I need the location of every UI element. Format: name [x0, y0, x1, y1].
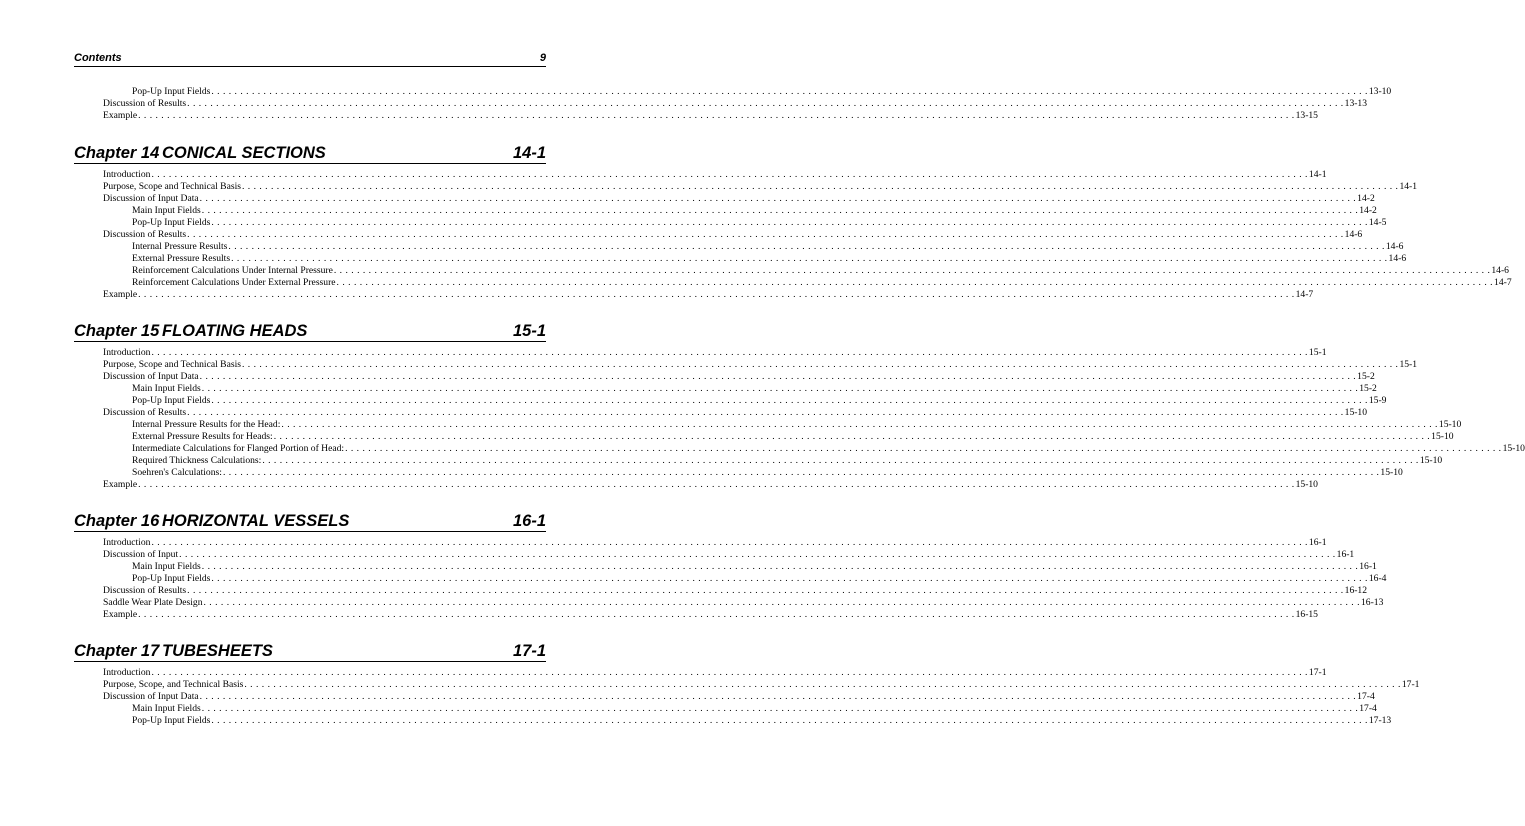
toc-entry-title: Reinforcement Calculations Under Internal Pressure [132, 265, 333, 276]
toc-entry[interactable] [103, 229, 1363, 241]
toc-entry[interactable] [103, 549, 1355, 561]
toc-entry-title: Purpose, Scope and Technical Basis [103, 181, 241, 192]
toc-entry[interactable] [103, 537, 1327, 549]
dot-leader: . . . . . . . . . . . . . . . . . . . . . . . . . . . . . . . . . . . . . . . . . . . . . . . . . . . . . . . . . . . . . . . . . . . . . . . . . . . . . . . . . . . . . . . . . . . . . . . . . . . . . . . . . . . . . . . . . . . . . . . . . . . . . . . . . . . . . . . . . . . . . . . . . . . . . . . . . . . . . . . . . . . . . . . . . . . . . . . . . . . . . . . . . . . . . . . . . . . . . . . . [151, 667, 1308, 678]
toc-entry-title: Example [103, 110, 138, 121]
chapter-number: Chapter 16 [74, 512, 160, 530]
toc-entry-page: 13-15 [1295, 110, 1318, 121]
dot-leader: . . . . . . . . . . . . . . . . . . . . . . . . . . . . . . . . . . . . . . . . . . . . . . . . . . . . . . . . . . . . . . . . . . . . . . . . . . . . . . . . . . . . . . . . . . . . . . . . . . . . . . . . . . . . . . . . . . . . . . . . . . . . . . . . . . . . . . . . . . . . . . . . . . . . . . . . . . . . . . . . . . . . . . . . . . . . . . . . . . . . . . . . . . . . . . . . . . . . . . . . [138, 289, 1295, 300]
toc-entry-title: Main Input Fields [132, 205, 201, 216]
toc-entry-title: Discussion of Input Data [103, 691, 199, 702]
toc-entry[interactable] [103, 289, 1314, 301]
dot-leader: . . . . . . . . . . . . . . . . . . . . . . . . . . . . . . . . . . . . . . . . . . . . . . . . . . . . . . . . . . . . . . . . . . . . . . . . . . . . . . . . . . . . . . . . . . . . . . . . . . . . . . . . . . . . . . . . . . . . . . . . . . . . . . . . . . . . . . . . . . . . . . . . . . . . . . . . . . . . . . . . . . . . . . . . . . . . . . . . . . . . . . . . . . . . . . . . . . . . . . . . [241, 181, 1399, 192]
toc-entry[interactable] [103, 407, 1368, 419]
toc-entry-title: Pop-Up Input Fields [132, 217, 211, 228]
toc-entry-title: Discussion of Input Data [103, 371, 199, 382]
toc-entry-title: Required Thickness Calculations: [132, 455, 262, 466]
toc-entry[interactable] [132, 241, 1404, 253]
toc-entry-page: 17-1 [1401, 679, 1420, 690]
toc-entry[interactable] [103, 597, 1384, 609]
toc-entry-page: 15-1 [1308, 347, 1327, 358]
chapter-page: 17-1 [512, 642, 546, 660]
chapter-heading[interactable] [74, 641, 546, 662]
toc-entry-page: 16-12 [1344, 585, 1368, 596]
chapter-title: TUBESHEETS [162, 642, 273, 660]
toc-entry-title: External Pressure Results [132, 253, 231, 264]
toc-entry[interactable] [103, 691, 1375, 703]
dot-leader: . . . . . . . . . . . . . . . . . . . . . . . . . . . . . . . . . . . . . . . . . . . . . . . . . . . . . . . . . . . . . . . . . . . . . . . . . . . . . . . . . . . . . . . . . . . . . . . . . . . . . . . . . . . . . . . . . . . . . . . . . . . . . . . . . . . . . . . . . . . . . . . . . . . . . . . . . . . . . . . . . . . . . . . . . . . . . . . . . . . . . . . . . . . . . . . . . . . . . . . . [201, 561, 1359, 572]
dot-leader: . . . . . . . . . . . . . . . . . . . . . . . . . . . . . . . . . . . . . . . . . . . . . . . . . . . . . . . . . . . . . . . . . . . . . . . . . . . . . . . . . . . . . . . . . . . . . . . . . . . . . . . . . . . . . . . . . . . . . . . . . . . . . . . . . . . . . . . . . . . . . . . . . . . . . . . . . . . . . . . . . . . . . . . . . . . . . . . . . . . . . . . . . . . . . . . . . . . . . . . . [179, 549, 1336, 560]
toc-entry[interactable] [132, 467, 1403, 479]
dot-leader: . . . . . . . . . . . . . . . . . . . . . . . . . . . . . . . . . . . . . . . . . . . . . . . . . . . . . . . . . . . . . . . . . . . . . . . . . . . . . . . . . . . . . . . . . . . . . . . . . . . . . . . . . . . . . . . . . . . . . . . . . . . . . . . . . . . . . . . . . . . . . . . . . . . . . . . . . . . . . . . . . . . . . . . . . . . . . . . . . . . . . . . . . . . . . . . . . . . . . . . . [345, 443, 1502, 454]
dot-leader: . . . . . . . . . . . . . . . . . . . . . . . . . . . . . . . . . . . . . . . . . . . . . . . . . . . . . . . . . . . . . . . . . . . . . . . . . . . . . . . . . . . . . . . . . . . . . . . . . . . . . . . . . . . . . . . . . . . . . . . . . . . . . . . . . . . . . . . . . . . . . . . . . . . . . . . . . . . . . . . . . . . . . . . . . . . . . . . . . . . . . . . . . . . . . . . . . . . . . . . . [281, 419, 1438, 430]
toc-entry[interactable] [103, 193, 1375, 205]
toc-entry-page: 15-10 [1344, 407, 1368, 418]
toc-entry-title: Reinforcement Calculations Under External Pressure [132, 277, 336, 288]
toc-entry-title: Discussion of Input [103, 549, 179, 560]
toc-entry[interactable] [103, 110, 1318, 122]
toc-entry[interactable] [132, 277, 1512, 289]
dot-leader: . . . . . . . . . . . . . . . . . . . . . . . . . . . . . . . . . . . . . . . . . . . . . . . . . . . . . . . . . . . . . . . . . . . . . . . . . . . . . . . . . . . . . . . . . . . . . . . . . . . . . . . . . . . . . . . . . . . . . . . . . . . . . . . . . . . . . . . . . . . . . . . . . . . . . . . . . . . . . . . . . . . . . . . . . . . . . . . . . . . . . . . . . . . . . . . . . . . . . . . . [262, 455, 1419, 466]
dot-leader: . . . . . . . . . . . . . . . . . . . . . . . . . . . . . . . . . . . . . . . . . . . . . . . . . . . . . . . . . . . . . . . . . . . . . . . . . . . . . . . . . . . . . . . . . . . . . . . . . . . . . . . . . . . . . . . . . . . . . . . . . . . . . . . . . . . . . . . . . . . . . . . . . . . . . . . . . . . . . . . . . . . . . . . . . . . . . . . . . . . . . . . . . . . . . . . . . . . . . . . . [187, 229, 1344, 240]
toc-entry-page: 14-6 [1388, 253, 1407, 264]
chapter-title: HORIZONTAL VESSELS [162, 512, 350, 530]
dot-leader: . . . . . . . . . . . . . . . . . . . . . . . . . . . . . . . . . . . . . . . . . . . . . . . . . . . . . . . . . . . . . . . . . . . . . . . . . . . . . . . . . . . . . . . . . . . . . . . . . . . . . . . . . . . . . . . . . . . . . . . . . . . . . . . . . . . . . . . . . . . . . . . . . . . . . . . . . . . . . . . . . . . . . . . . . . . . . . . . . . . . . . . . . . . . . . . . . . . . . . . . [231, 253, 1388, 264]
toc-entry-page: 16-15 [1295, 609, 1318, 620]
header-page-number: 9 [539, 52, 546, 64]
dot-leader: . . . . . . . . . . . . . . . . . . . . . . . . . . . . . . . . . . . . . . . . . . . . . . . . . . . . . . . . . . . . . . . . . . . . . . . . . . . . . . . . . . . . . . . . . . . . . . . . . . . . . . . . . . . . . . . . . . . . . . . . . . . . . . . . . . . . . . . . . . . . . . . . . . . . . . . . . . . . . . . . . . . . . . . . . . . . . . . . . . . . . . . . . . . . . . . . . . . . . . . . [241, 359, 1399, 370]
dot-leader: . . . . . . . . . . . . . . . . . . . . . . . . . . . . . . . . . . . . . . . . . . . . . . . . . . . . . . . . . . . . . . . . . . . . . . . . . . . . . . . . . . . . . . . . . . . . . . . . . . . . . . . . . . . . . . . . . . . . . . . . . . . . . . . . . . . . . . . . . . . . . . . . . . . . . . . . . . . . . . . . . . . . . . . . . . . . . . . . . . . . . . . . . . . . . . . . . . . . . . . . [211, 217, 1368, 228]
toc-entry-title: Purpose, Scope and Technical Basis [103, 359, 241, 370]
toc-entry-page: 15-10 [1502, 443, 1525, 454]
toc-entry-page: 16-1 [1308, 537, 1327, 548]
toc-entry-title: Introduction [103, 537, 151, 548]
toc-entry-title: Example [103, 289, 138, 300]
toc-entry[interactable] [103, 359, 1418, 371]
toc-entry[interactable] [132, 253, 1407, 265]
toc-entry[interactable] [132, 265, 1509, 277]
chapter-number: Chapter 14 [74, 144, 160, 162]
chapter-heading[interactable] [74, 321, 546, 342]
dot-leader: . . . . . . . . . . . . . . . . . . . . . . . . . . . . . . . . . . . . . . . . . . . . . . . . . . . . . . . . . . . . . . . . . . . . . . . . . . . . . . . . . . . . . . . . . . . . . . . . . . . . . . . . . . . . . . . . . . . . . . . . . . . . . . . . . . . . . . . . . . . . . . . . . . . . . . . . . . . . . . . . . . . . . . . . . . . . . . . . . . . . . . . . . . . . . . . . . . . . . . . . [336, 277, 1494, 288]
toc-entry[interactable] [103, 169, 1327, 181]
dot-leader: . . . . . . . . . . . . . . . . . . . . . . . . . . . . . . . . . . . . . . . . . . . . . . . . . . . . . . . . . . . . . . . . . . . . . . . . . . . . . . . . . . . . . . . . . . . . . . . . . . . . . . . . . . . . . . . . . . . . . . . . . . . . . . . . . . . . . . . . . . . . . . . . . . . . . . . . . . . . . . . . . . . . . . . . . . . . . . . . . . . . . . . . . . . . . . . . . . . . . . . . [273, 431, 1431, 442]
toc-entry[interactable] [103, 585, 1368, 597]
toc-entry[interactable] [132, 419, 1462, 431]
toc-entry[interactable] [132, 443, 1525, 455]
toc-entry-page: 15-10 [1295, 479, 1318, 490]
chapter-page: 16-1 [512, 512, 546, 530]
dot-leader: . . . . . . . . . . . . . . . . . . . . . . . . . . . . . . . . . . . . . . . . . . . . . . . . . . . . . . . . . . . . . . . . . . . . . . . . . . . . . . . . . . . . . . . . . . . . . . . . . . . . . . . . . . . . . . . . . . . . . . . . . . . . . . . . . . . . . . . . . . . . . . . . . . . . . . . . . . . . . . . . . . . . . . . . . . . . . . . . . . . . . . . . . . . . . . . . . . . . . . . . [211, 395, 1368, 406]
toc-entry-page: 14-1 [1399, 181, 1418, 192]
toc-entry-page: 15-10 [1431, 431, 1454, 442]
toc-entry-title: Pop-Up Input Fields [132, 86, 211, 97]
dot-leader: . . . . . . . . . . . . . . . . . . . . . . . . . . . . . . . . . . . . . . . . . . . . . . . . . . . . . . . . . . . . . . . . . . . . . . . . . . . . . . . . . . . . . . . . . . . . . . . . . . . . . . . . . . . . . . . . . . . . . . . . . . . . . . . . . . . . . . . . . . . . . . . . . . . . . . . . . . . . . . . . . . . . . . . . . . . . . . . . . . . . . . . . . . . . . . . . . . . . . . . . [138, 110, 1295, 121]
toc-entry-page: 14-6 [1344, 229, 1363, 240]
toc-entry-title: Introduction [103, 169, 151, 180]
toc-entry-title: Pop-Up Input Fields [132, 573, 211, 584]
toc-entry-title: Internal Pressure Results [132, 241, 228, 252]
dot-leader: . . . . . . . . . . . . . . . . . . . . . . . . . . . . . . . . . . . . . . . . . . . . . . . . . . . . . . . . . . . . . . . . . . . . . . . . . . . . . . . . . . . . . . . . . . . . . . . . . . . . . . . . . . . . . . . . . . . . . . . . . . . . . . . . . . . . . . . . . . . . . . . . . . . . . . . . . . . . . . . . . . . . . . . . . . . . . . . . . . . . . . . . . . . . . . . . . . . . . . . . [201, 703, 1359, 714]
toc-entry-page: 17-1 [1308, 667, 1327, 678]
toc-entry-title: Intermediate Calculations for Flanged Portion of Head: [132, 443, 345, 454]
dot-leader: . . . . . . . . . . . . . . . . . . . . . . . . . . . . . . . . . . . . . . . . . . . . . . . . . . . . . . . . . . . . . . . . . . . . . . . . . . . . . . . . . . . . . . . . . . . . . . . . . . . . . . . . . . . . . . . . . . . . . . . . . . . . . . . . . . . . . . . . . . . . . . . . . . . . . . . . . . . . . . . . . . . . . . . . . . . . . . . . . . . . . . . . . . . . . . . . . . . . . . . . [151, 537, 1308, 548]
toc-entry-page: 14-7 [1295, 289, 1314, 300]
toc-entry[interactable] [132, 703, 1377, 715]
toc-entry-title: Discussion of Results [103, 585, 187, 596]
toc-entry-title: Pop-Up Input Fields [132, 395, 211, 406]
toc-entry-title: Purpose, Scope, and Technical Basis [103, 679, 244, 690]
dot-leader: . . . . . . . . . . . . . . . . . . . . . . . . . . . . . . . . . . . . . . . . . . . . . . . . . . . . . . . . . . . . . . . . . . . . . . . . . . . . . . . . . . . . . . . . . . . . . . . . . . . . . . . . . . . . . . . . . . . . . . . . . . . . . . . . . . . . . . . . . . . . . . . . . . . . . . . . . . . . . . . . . . . . . . . . . . . . . . . . . . . . . . . . . . . . . . . . . . . . . . . . [201, 383, 1359, 394]
dot-leader: . . . . . . . . . . . . . . . . . . . . . . . . . . . . . . . . . . . . . . . . . . . . . . . . . . . . . . . . . . . . . . . . . . . . . . . . . . . . . . . . . . . . . . . . . . . . . . . . . . . . . . . . . . . . . . . . . . . . . . . . . . . . . . . . . . . . . . . . . . . . . . . . . . . . . . . . . . . . . . . . . . . . . . . . . . . . . . . . . . . . . . . . . . . . . . . . . . . . . . . . [228, 241, 1385, 252]
dot-leader: . . . . . . . . . . . . . . . . . . . . . . . . . . . . . . . . . . . . . . . . . . . . . . . . . . . . . . . . . . . . . . . . . . . . . . . . . . . . . . . . . . . . . . . . . . . . . . . . . . . . . . . . . . . . . . . . . . . . . . . . . . . . . . . . . . . . . . . . . . . . . . . . . . . . . . . . . . . . . . . . . . . . . . . . . . . . . . . . . . . . . . . . . . . . . . . . . . . . . . . . [199, 193, 1357, 204]
toc-entry[interactable] [132, 455, 1443, 467]
dot-leader: . . . . . . . . . . . . . . . . . . . . . . . . . . . . . . . . . . . . . . . . . . . . . . . . . . . . . . . . . . . . . . . . . . . . . . . . . . . . . . . . . . . . . . . . . . . . . . . . . . . . . . . . . . . . . . . . . . . . . . . . . . . . . . . . . . . . . . . . . . . . . . . . . . . . . . . . . . . . . . . . . . . . . . . . . . . . . . . . . . . . . . . . . . . . . . . . . . . . . . . . [222, 467, 1380, 478]
chapter-heading[interactable] [74, 511, 546, 532]
toc-entry[interactable] [132, 561, 1377, 573]
dot-leader: . . . . . . . . . . . . . . . . . . . . . . . . . . . . . . . . . . . . . . . . . . . . . . . . . . . . . . . . . . . . . . . . . . . . . . . . . . . . . . . . . . . . . . . . . . . . . . . . . . . . . . . . . . . . . . . . . . . . . . . . . . . . . . . . . . . . . . . . . . . . . . . . . . . . . . . . . . . . . . . . . . . . . . . . . . . . . . . . . . . . . . . . . . . . . . . . . . . . . . . . [244, 679, 1401, 690]
toc-entry-page: 14-1 [1308, 169, 1327, 180]
chapter-number: Chapter 15 [74, 322, 160, 340]
chapter-page: 15-1 [512, 322, 546, 340]
chapter-number: Chapter 17 [74, 642, 160, 660]
toc-entry-page: 15-10 [1380, 467, 1403, 478]
toc-entry[interactable] [103, 609, 1318, 621]
toc-entry[interactable] [132, 217, 1387, 229]
toc-entry[interactable] [103, 181, 1418, 193]
dot-leader: . . . . . . . . . . . . . . . . . . . . . . . . . . . . . . . . . . . . . . . . . . . . . . . . . . . . . . . . . . . . . . . . . . . . . . . . . . . . . . . . . . . . . . . . . . . . . . . . . . . . . . . . . . . . . . . . . . . . . . . . . . . . . . . . . . . . . . . . . . . . . . . . . . . . . . . . . . . . . . . . . . . . . . . . . . . . . . . . . . . . . . . . . . . . . . . . . . . . . . . . [211, 86, 1368, 97]
chapter-page: 14-1 [512, 144, 546, 162]
dot-leader: . . . . . . . . . . . . . . . . . . . . . . . . . . . . . . . . . . . . . . . . . . . . . . . . . . . . . . . . . . . . . . . . . . . . . . . . . . . . . . . . . . . . . . . . . . . . . . . . . . . . . . . . . . . . . . . . . . . . . . . . . . . . . . . . . . . . . . . . . . . . . . . . . . . . . . . . . . . . . . . . . . . . . . . . . . . . . . . . . . . . . . . . . . . . . . . . . . . . . . . . [187, 585, 1344, 596]
toc-entry-page: 13-13 [1344, 98, 1368, 109]
toc-entry-title: Discussion of Results [103, 407, 187, 418]
toc-entry-page: 14-6 [1491, 265, 1509, 276]
toc-entry-page: 16-1 [1359, 561, 1377, 572]
toc-entry-page: 15-10 [1419, 455, 1443, 466]
toc-entry-page: 16-4 [1368, 573, 1387, 584]
dot-leader: . . . . . . . . . . . . . . . . . . . . . . . . . . . . . . . . . . . . . . . . . . . . . . . . . . . . . . . . . . . . . . . . . . . . . . . . . . . . . . . . . . . . . . . . . . . . . . . . . . . . . . . . . . . . . . . . . . . . . . . . . . . . . . . . . . . . . . . . . . . . . . . . . . . . . . . . . . . . . . . . . . . . . . . . . . . . . . . . . . . . . . . . . . . . . . . . . . . . . . . . [151, 169, 1308, 180]
toc-entry-title: Discussion of Results [103, 229, 187, 240]
toc-entry-page: 17-13 [1368, 715, 1392, 726]
toc-entry-title: Introduction [103, 667, 151, 678]
dot-leader: . . . . . . . . . . . . . . . . . . . . . . . . . . . . . . . . . . . . . . . . . . . . . . . . . . . . . . . . . . . . . . . . . . . . . . . . . . . . . . . . . . . . . . . . . . . . . . . . . . . . . . . . . . . . . . . . . . . . . . . . . . . . . . . . . . . . . . . . . . . . . . . . . . . . . . . . . . . . . . . . . . . . . . . . . . . . . . . . . . . . . . . . . . . . . . . . . . . . . . . . [211, 573, 1368, 584]
toc-entry-title: Internal Pressure Results for the Head: [132, 419, 281, 430]
toc-entry-page: 16-13 [1360, 597, 1384, 608]
dot-leader: . . . . . . . . . . . . . . . . . . . . . . . . . . . . . . . . . . . . . . . . . . . . . . . . . . . . . . . . . . . . . . . . . . . . . . . . . . . . . . . . . . . . . . . . . . . . . . . . . . . . . . . . . . . . . . . . . . . . . . . . . . . . . . . . . . . . . . . . . . . . . . . . . . . . . . . . . . . . . . . . . . . . . . . . . . . . . . . . . . . . . . . . . . . . . . . . . . . . . . . . [201, 205, 1359, 216]
toc-entry-title: Pop-Up Input Fields [132, 715, 211, 726]
dot-leader: . . . . . . . . . . . . . . . . . . . . . . . . . . . . . . . . . . . . . . . . . . . . . . . . . . . . . . . . . . . . . . . . . . . . . . . . . . . . . . . . . . . . . . . . . . . . . . . . . . . . . . . . . . . . . . . . . . . . . . . . . . . . . . . . . . . . . . . . . . . . . . . . . . . . . . . . . . . . . . . . . . . . . . . . . . . . . . . . . . . . . . . . . . . . . . . . . . . . . . . . [199, 371, 1357, 382]
toc-entry-page: 14-6 [1385, 241, 1404, 252]
toc-entry-title: Main Input Fields [132, 561, 201, 572]
toc-entry-page: 14-2 [1357, 193, 1375, 204]
toc-entry-page: 15-9 [1368, 395, 1387, 406]
chapter-title: CONICAL SECTIONS [162, 144, 326, 162]
toc-entry-title: Discussion of Input Data [103, 193, 199, 204]
chapter-title: FLOATING HEADS [162, 322, 308, 340]
toc-entry[interactable] [103, 479, 1318, 491]
toc-entry[interactable] [103, 679, 1420, 691]
toc-entry-page: 15-1 [1399, 359, 1418, 370]
dot-leader: . . . . . . . . . . . . . . . . . . . . . . . . . . . . . . . . . . . . . . . . . . . . . . . . . . . . . . . . . . . . . . . . . . . . . . . . . . . . . . . . . . . . . . . . . . . . . . . . . . . . . . . . . . . . . . . . . . . . . . . . . . . . . . . . . . . . . . . . . . . . . . . . . . . . . . . . . . . . . . . . . . . . . . . . . . . . . . . . . . . . . . . . . . . . . . . . . . . . . . . . [199, 691, 1357, 702]
toc-entry[interactable] [132, 431, 1454, 443]
toc-entry-page: 14-7 [1494, 277, 1512, 288]
dot-leader: . . . . . . . . . . . . . . . . . . . . . . . . . . . . . . . . . . . . . . . . . . . . . . . . . . . . . . . . . . . . . . . . . . . . . . . . . . . . . . . . . . . . . . . . . . . . . . . . . . . . . . . . . . . . . . . . . . . . . . . . . . . . . . . . . . . . . . . . . . . . . . . . . . . . . . . . . . . . . . . . . . . . . . . . . . . . . . . . . . . . . . . . . . . . . . . . . . . . . . . . [203, 597, 1360, 608]
toc-entry-title: Main Input Fields [132, 383, 201, 394]
toc-entry-page: 16-1 [1336, 549, 1355, 560]
toc-entry-title: Introduction [103, 347, 151, 358]
toc-entry-title: Main Input Fields [132, 703, 201, 714]
toc-entry[interactable] [132, 86, 1392, 98]
dot-leader: . . . . . . . . . . . . . . . . . . . . . . . . . . . . . . . . . . . . . . . . . . . . . . . . . . . . . . . . . . . . . . . . . . . . . . . . . . . . . . . . . . . . . . . . . . . . . . . . . . . . . . . . . . . . . . . . . . . . . . . . . . . . . . . . . . . . . . . . . . . . . . . . . . . . . . . . . . . . . . . . . . . . . . . . . . . . . . . . . . . . . . . . . . . . . . . . . . . . . . . . [333, 265, 1491, 276]
toc-entry[interactable] [132, 383, 1377, 395]
dot-leader: . . . . . . . . . . . . . . . . . . . . . . . . . . . . . . . . . . . . . . . . . . . . . . . . . . . . . . . . . . . . . . . . . . . . . . . . . . . . . . . . . . . . . . . . . . . . . . . . . . . . . . . . . . . . . . . . . . . . . . . . . . . . . . . . . . . . . . . . . . . . . . . . . . . . . . . . . . . . . . . . . . . . . . . . . . . . . . . . . . . . . . . . . . . . . . . . . . . . . . . . [211, 715, 1368, 726]
toc-entry-page: 15-2 [1359, 383, 1377, 394]
toc-entry-title: Soehren's Calculations: [132, 467, 222, 478]
toc-entry-title: Example [103, 609, 138, 620]
chapter-heading[interactable] [74, 143, 546, 164]
toc-entry-page: 14-5 [1368, 217, 1387, 228]
toc-entry[interactable] [103, 98, 1368, 110]
toc-entry-page: 15-2 [1357, 371, 1375, 382]
toc-entry-page: 15-10 [1438, 419, 1462, 430]
toc-entry-title: Discussion of Results [103, 98, 187, 109]
toc-entry-page: 13-10 [1368, 86, 1392, 97]
toc-entry[interactable] [103, 347, 1327, 359]
toc-entry[interactable] [103, 667, 1327, 679]
dot-leader: . . . . . . . . . . . . . . . . . . . . . . . . . . . . . . . . . . . . . . . . . . . . . . . . . . . . . . . . . . . . . . . . . . . . . . . . . . . . . . . . . . . . . . . . . . . . . . . . . . . . . . . . . . . . . . . . . . . . . . . . . . . . . . . . . . . . . . . . . . . . . . . . . . . . . . . . . . . . . . . . . . . . . . . . . . . . . . . . . . . . . . . . . . . . . . . . . . . . . . . . [151, 347, 1308, 358]
toc-entry-title: Saddle Wear Plate Design [103, 597, 203, 608]
dot-leader: . . . . . . . . . . . . . . . . . . . . . . . . . . . . . . . . . . . . . . . . . . . . . . . . . . . . . . . . . . . . . . . . . . . . . . . . . . . . . . . . . . . . . . . . . . . . . . . . . . . . . . . . . . . . . . . . . . . . . . . . . . . . . . . . . . . . . . . . . . . . . . . . . . . . . . . . . . . . . . . . . . . . . . . . . . . . . . . . . . . . . . . . . . . . . . . . . . . . . . . . [187, 407, 1344, 418]
toc-entry-title: Example [103, 479, 138, 490]
toc-entry-page: 17-4 [1359, 703, 1377, 714]
header-rule [74, 66, 546, 67]
toc-entry[interactable] [132, 715, 1392, 727]
toc-entry[interactable] [132, 573, 1387, 585]
toc-entry-title: External Pressure Results for Heads: [132, 431, 273, 442]
toc-entry-page: 17-4 [1357, 691, 1375, 702]
toc-entry[interactable] [132, 205, 1377, 217]
dot-leader: . . . . . . . . . . . . . . . . . . . . . . . . . . . . . . . . . . . . . . . . . . . . . . . . . . . . . . . . . . . . . . . . . . . . . . . . . . . . . . . . . . . . . . . . . . . . . . . . . . . . . . . . . . . . . . . . . . . . . . . . . . . . . . . . . . . . . . . . . . . . . . . . . . . . . . . . . . . . . . . . . . . . . . . . . . . . . . . . . . . . . . . . . . . . . . . . . . . . . . . . [138, 479, 1295, 490]
header-section-title: Contents [74, 52, 122, 64]
toc-entry[interactable] [103, 371, 1375, 383]
toc-entry-page: 14-2 [1359, 205, 1377, 216]
dot-leader: . . . . . . . . . . . . . . . . . . . . . . . . . . . . . . . . . . . . . . . . . . . . . . . . . . . . . . . . . . . . . . . . . . . . . . . . . . . . . . . . . . . . . . . . . . . . . . . . . . . . . . . . . . . . . . . . . . . . . . . . . . . . . . . . . . . . . . . . . . . . . . . . . . . . . . . . . . . . . . . . . . . . . . . . . . . . . . . . . . . . . . . . . . . . . . . . . . . . . . . . [187, 98, 1344, 109]
toc-entry[interactable] [132, 395, 1387, 407]
dot-leader: . . . . . . . . . . . . . . . . . . . . . . . . . . . . . . . . . . . . . . . . . . . . . . . . . . . . . . . . . . . . . . . . . . . . . . . . . . . . . . . . . . . . . . . . . . . . . . . . . . . . . . . . . . . . . . . . . . . . . . . . . . . . . . . . . . . . . . . . . . . . . . . . . . . . . . . . . . . . . . . . . . . . . . . . . . . . . . . . . . . . . . . . . . . . . . . . . . . . . . . . [138, 609, 1295, 620]
